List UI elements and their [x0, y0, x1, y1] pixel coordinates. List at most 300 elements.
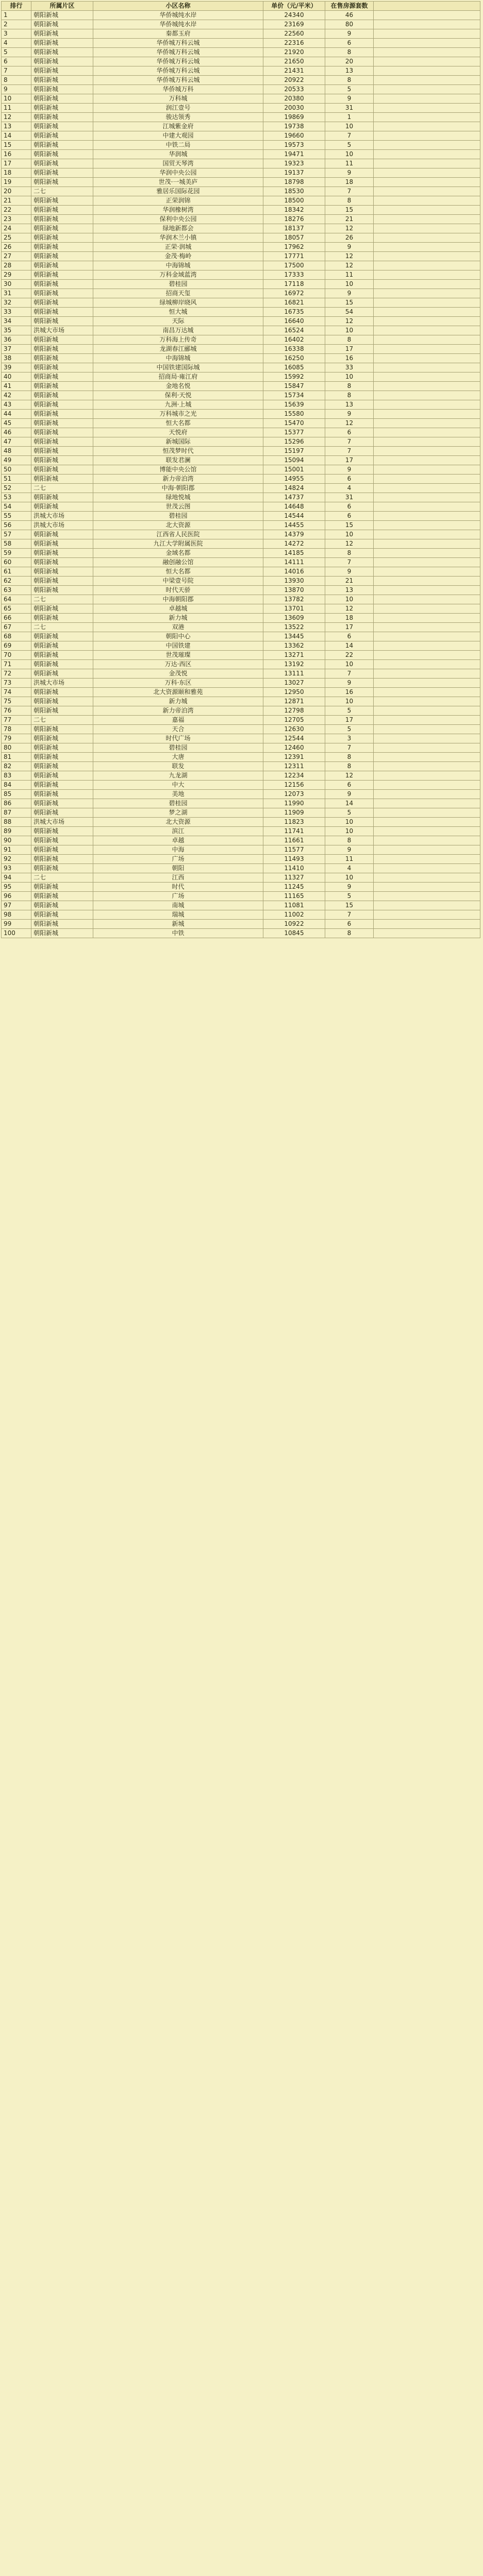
cell-price: 15470	[263, 419, 325, 428]
cell-price: 11990	[263, 799, 325, 808]
cell-price: 16821	[263, 298, 325, 308]
cell-count: 33	[325, 363, 374, 372]
cell-price: 21650	[263, 57, 325, 66]
cell-name: 时代广场	[93, 734, 263, 743]
cell-rank: 26	[2, 243, 31, 252]
cell-name: 金茂悦	[93, 669, 263, 679]
cell-district: 朝阳新城	[31, 345, 93, 354]
cell-pad	[374, 465, 480, 474]
table-row	[2, 428, 480, 437]
cell-price: 16640	[263, 317, 325, 326]
cell-district: 二七	[31, 716, 93, 725]
cell-name: 万科城	[93, 94, 263, 104]
table-row	[2, 159, 480, 168]
cell-district: 朝阳新城	[31, 233, 93, 243]
cell-district: 朝阳新城	[31, 734, 93, 743]
cell-price: 14272	[263, 539, 325, 549]
cell-name: 新力帝泊湾	[93, 706, 263, 716]
cell-price: 11410	[263, 864, 325, 873]
table-row	[2, 400, 480, 410]
cell-count: 7	[325, 743, 374, 753]
cell-count: 6	[325, 512, 374, 521]
cell-price: 15992	[263, 372, 325, 382]
cell-name: 绿地悦城	[93, 493, 263, 502]
header-pad	[374, 2, 480, 11]
cell-pad	[374, 725, 480, 734]
cell-name: 广场	[93, 855, 263, 864]
cell-price: 13192	[263, 660, 325, 669]
cell-rank: 96	[2, 892, 31, 901]
cell-price: 12544	[263, 734, 325, 743]
cell-name: 正荣润锦	[93, 196, 263, 206]
cell-rank: 33	[2, 308, 31, 317]
cell-count: 9	[325, 289, 374, 298]
cell-price: 13362	[263, 641, 325, 651]
cell-name: 华侨城万科云城	[93, 57, 263, 66]
table-row	[2, 122, 480, 131]
cell-pad	[374, 586, 480, 595]
cell-count: 10	[325, 280, 374, 289]
cell-name: 华润木兰小镇	[93, 233, 263, 243]
table-row	[2, 614, 480, 623]
cell-rank: 25	[2, 233, 31, 243]
cell-rank: 27	[2, 252, 31, 261]
cell-district: 朝阳新城	[31, 771, 93, 781]
table-row	[2, 920, 480, 929]
cell-price: 19869	[263, 113, 325, 122]
cell-pad	[374, 298, 480, 308]
table-row	[2, 326, 480, 335]
cell-price: 17333	[263, 270, 325, 280]
cell-rank: 97	[2, 901, 31, 910]
cell-district: 朝阳新城	[31, 150, 93, 159]
cell-pad	[374, 753, 480, 762]
cell-pad	[374, 836, 480, 845]
cell-rank: 22	[2, 206, 31, 215]
cell-pad	[374, 641, 480, 651]
cell-district: 朝阳新城	[31, 558, 93, 567]
cell-count: 8	[325, 549, 374, 558]
cell-pad	[374, 474, 480, 484]
table-row	[2, 456, 480, 465]
cell-price: 16735	[263, 308, 325, 317]
cell-name: 中国铁建	[93, 641, 263, 651]
cell-rank: 21	[2, 196, 31, 206]
cell-name: 招商局·雍江府	[93, 372, 263, 382]
table-row	[2, 298, 480, 308]
table-row	[2, 437, 480, 447]
cell-rank: 6	[2, 57, 31, 66]
cell-count: 17	[325, 716, 374, 725]
cell-name: 新力城	[93, 697, 263, 706]
cell-rank: 64	[2, 595, 31, 604]
cell-name: 中国铁建国际城	[93, 363, 263, 372]
cell-district: 朝阳新城	[31, 29, 93, 39]
cell-count: 8	[325, 196, 374, 206]
cell-rank: 8	[2, 76, 31, 85]
cell-count: 11	[325, 159, 374, 168]
cell-name: 北大资源颐和雅苑	[93, 688, 263, 697]
cell-pad	[374, 94, 480, 104]
cell-name: 中海·朝阳郡	[93, 484, 263, 493]
cell-count: 8	[325, 391, 374, 400]
cell-name: 南城	[93, 901, 263, 910]
table-row	[2, 474, 480, 484]
table-row	[2, 743, 480, 753]
cell-name: 恒大名都	[93, 567, 263, 577]
table-row	[2, 104, 480, 113]
cell-rank: 35	[2, 326, 31, 335]
table-row	[2, 131, 480, 141]
cell-price: 12630	[263, 725, 325, 734]
cell-name: 美地	[93, 790, 263, 799]
cell-rank: 19	[2, 178, 31, 187]
cell-pad	[374, 224, 480, 233]
cell-pad	[374, 335, 480, 345]
cell-name: 时代天骄	[93, 586, 263, 595]
cell-name: 正荣·润城	[93, 243, 263, 252]
cell-count: 8	[325, 929, 374, 938]
cell-name: 中梁壹号院	[93, 577, 263, 586]
cell-count: 7	[325, 669, 374, 679]
cell-pad	[374, 892, 480, 901]
cell-pad	[374, 280, 480, 289]
cell-rank: 87	[2, 808, 31, 818]
cell-count: 5	[325, 85, 374, 94]
cell-price: 19471	[263, 150, 325, 159]
cell-pad	[374, 660, 480, 669]
cell-district: 洪城大市场	[31, 679, 93, 688]
cell-pad	[374, 48, 480, 57]
cell-name: 大唐	[93, 753, 263, 762]
cell-name: 绿城柳岸晓风	[93, 298, 263, 308]
table-row	[2, 521, 480, 530]
cell-count: 13	[325, 586, 374, 595]
cell-rank: 54	[2, 502, 31, 512]
cell-rank: 3	[2, 29, 31, 39]
cell-rank: 90	[2, 836, 31, 845]
cell-price: 13111	[263, 669, 325, 679]
cell-district: 朝阳新城	[31, 456, 93, 465]
cell-price: 15094	[263, 456, 325, 465]
cell-count: 6	[325, 474, 374, 484]
cell-pad	[374, 39, 480, 48]
cell-name: 华侨城万科	[93, 85, 263, 94]
cell-pad	[374, 447, 480, 456]
table-header-row	[2, 2, 480, 11]
table-row	[2, 141, 480, 150]
cell-name: 九洲·上城	[93, 400, 263, 410]
cell-name: 招商天玺	[93, 289, 263, 298]
cell-rank: 71	[2, 660, 31, 669]
cell-rank: 11	[2, 104, 31, 113]
cell-price: 22316	[263, 39, 325, 48]
cell-pad	[374, 577, 480, 586]
cell-name: 天悦府	[93, 428, 263, 437]
cell-name: 世茂璀璨	[93, 651, 263, 660]
cell-price: 15639	[263, 400, 325, 410]
cell-rank: 86	[2, 799, 31, 808]
cell-price: 24340	[263, 11, 325, 20]
ranking-table	[1, 1, 480, 938]
cell-count: 54	[325, 308, 374, 317]
cell-name: 中大	[93, 781, 263, 790]
cell-count: 8	[325, 753, 374, 762]
cell-district: 朝阳新城	[31, 493, 93, 502]
cell-count: 10	[325, 122, 374, 131]
cell-name: 中海朝阳郡	[93, 595, 263, 604]
cell-pad	[374, 233, 480, 243]
cell-district: 朝阳新城	[31, 410, 93, 419]
cell-pad	[374, 781, 480, 790]
cell-count: 15	[325, 901, 374, 910]
cell-count: 7	[325, 910, 374, 920]
cell-price: 22560	[263, 29, 325, 39]
cell-count: 10	[325, 818, 374, 827]
cell-name: 天际	[93, 317, 263, 326]
table-row	[2, 864, 480, 873]
cell-count: 8	[325, 48, 374, 57]
cell-count: 10	[325, 595, 374, 604]
cell-district: 朝阳新城	[31, 122, 93, 131]
cell-pad	[374, 734, 480, 743]
cell-pad	[374, 614, 480, 623]
cell-count: 11	[325, 855, 374, 864]
cell-district: 朝阳新城	[31, 270, 93, 280]
cell-district: 朝阳新城	[31, 641, 93, 651]
cell-count: 12	[325, 224, 374, 233]
cell-count: 6	[325, 632, 374, 641]
cell-name: 碧桂园	[93, 280, 263, 289]
cell-pad	[374, 929, 480, 938]
cell-name: 北大资源	[93, 521, 263, 530]
table-row	[2, 363, 480, 372]
table-row	[2, 753, 480, 762]
table-row	[2, 465, 480, 474]
cell-price: 20380	[263, 94, 325, 104]
cell-pad	[374, 632, 480, 641]
cell-count: 12	[325, 771, 374, 781]
cell-count: 31	[325, 104, 374, 113]
cell-district: 二七	[31, 187, 93, 196]
cell-pad	[374, 604, 480, 614]
table-body	[2, 11, 480, 938]
cell-rank: 43	[2, 400, 31, 410]
cell-rank: 77	[2, 716, 31, 725]
cell-rank: 80	[2, 743, 31, 753]
cell-price: 13027	[263, 679, 325, 688]
cell-district: 朝阳新城	[31, 855, 93, 864]
cell-count: 12	[325, 317, 374, 326]
cell-count: 10	[325, 150, 374, 159]
cell-price: 20922	[263, 76, 325, 85]
cell-count: 10	[325, 697, 374, 706]
cell-rank: 76	[2, 706, 31, 716]
cell-count: 6	[325, 428, 374, 437]
table-row	[2, 623, 480, 632]
header-name: 小区名称	[93, 2, 263, 11]
cell-count: 12	[325, 539, 374, 549]
cell-price: 16250	[263, 354, 325, 363]
cell-name: 广场	[93, 892, 263, 901]
cell-district: 朝阳新城	[31, 11, 93, 20]
cell-count: 16	[325, 688, 374, 697]
cell-rank: 50	[2, 465, 31, 474]
cell-count: 21	[325, 215, 374, 224]
cell-rank: 39	[2, 363, 31, 372]
cell-district: 朝阳新城	[31, 400, 93, 410]
cell-rank: 29	[2, 270, 31, 280]
cell-rank: 57	[2, 530, 31, 539]
cell-pad	[374, 410, 480, 419]
cell-count: 12	[325, 261, 374, 270]
table-row	[2, 261, 480, 270]
table-row	[2, 818, 480, 827]
cell-district: 二七	[31, 873, 93, 883]
cell-price: 13782	[263, 595, 325, 604]
cell-count: 12	[325, 604, 374, 614]
table-row	[2, 280, 480, 289]
cell-rank: 59	[2, 549, 31, 558]
cell-name: 万达·西区	[93, 660, 263, 669]
cell-price: 11741	[263, 827, 325, 836]
cell-count: 20	[325, 57, 374, 66]
table-row	[2, 150, 480, 159]
cell-price: 13445	[263, 632, 325, 641]
cell-count: 10	[325, 326, 374, 335]
cell-name: 中海锦城	[93, 354, 263, 363]
cell-name: 万科海上传奇	[93, 335, 263, 345]
table-row	[2, 447, 480, 456]
cell-pad	[374, 679, 480, 688]
cell-price: 12460	[263, 743, 325, 753]
cell-district: 朝阳新城	[31, 354, 93, 363]
cell-rank: 63	[2, 586, 31, 595]
cell-rank: 14	[2, 131, 31, 141]
table-row	[2, 660, 480, 669]
cell-rank: 69	[2, 641, 31, 651]
cell-name: 龙湖春江郦城	[93, 345, 263, 354]
cell-rank: 32	[2, 298, 31, 308]
cell-pad	[374, 141, 480, 150]
cell-district: 朝阳新城	[31, 614, 93, 623]
table-row	[2, 502, 480, 512]
cell-pad	[374, 790, 480, 799]
cell-pad	[374, 493, 480, 502]
cell-pad	[374, 595, 480, 604]
cell-count: 8	[325, 762, 374, 771]
cell-rank: 70	[2, 651, 31, 660]
cell-rank: 52	[2, 484, 31, 493]
cell-district: 朝阳新城	[31, 697, 93, 706]
cell-price: 14955	[263, 474, 325, 484]
cell-rank: 89	[2, 827, 31, 836]
cell-pad	[374, 11, 480, 20]
table-row	[2, 669, 480, 679]
cell-count: 9	[325, 845, 374, 855]
cell-name: 九江大学附属医院	[93, 539, 263, 549]
cell-price: 13522	[263, 623, 325, 632]
table-row	[2, 530, 480, 539]
cell-name: 秦都玉府	[93, 29, 263, 39]
cell-price: 19573	[263, 141, 325, 150]
cell-rank: 55	[2, 512, 31, 521]
cell-district: 朝阳新城	[31, 85, 93, 94]
cell-pad	[374, 883, 480, 892]
cell-count: 10	[325, 873, 374, 883]
cell-name: 万科·东区	[93, 679, 263, 688]
cell-name: 世茂·一城美庐	[93, 178, 263, 187]
cell-district: 朝阳新城	[31, 808, 93, 818]
cell-count: 4	[325, 484, 374, 493]
table-row	[2, 20, 480, 29]
cell-rank: 4	[2, 39, 31, 48]
cell-rank: 75	[2, 697, 31, 706]
cell-pad	[374, 252, 480, 261]
cell-district: 朝阳新城	[31, 502, 93, 512]
cell-pad	[374, 799, 480, 808]
cell-price: 18057	[263, 233, 325, 243]
cell-district: 朝阳新城	[31, 901, 93, 910]
cell-price: 12156	[263, 781, 325, 790]
cell-district: 朝阳新城	[31, 836, 93, 845]
table-row	[2, 595, 480, 604]
table-row	[2, 697, 480, 706]
table-row	[2, 39, 480, 48]
cell-name: 江西省人民医院	[93, 530, 263, 539]
cell-rank: 85	[2, 790, 31, 799]
cell-count: 17	[325, 623, 374, 632]
cell-count: 6	[325, 781, 374, 790]
cell-count: 31	[325, 493, 374, 502]
cell-district: 朝阳新城	[31, 753, 93, 762]
cell-name: 南昌万达城	[93, 326, 263, 335]
cell-name: 双港	[93, 623, 263, 632]
cell-name: 恒大名都	[93, 419, 263, 428]
cell-name: 恒茂梦时代	[93, 447, 263, 456]
cell-pad	[374, 326, 480, 335]
table-row	[2, 577, 480, 586]
cell-pad	[374, 400, 480, 410]
cell-district: 朝阳新城	[31, 920, 93, 929]
table-row	[2, 76, 480, 85]
table-row	[2, 57, 480, 66]
cell-price: 10922	[263, 920, 325, 929]
cell-price: 19323	[263, 159, 325, 168]
cell-rank: 44	[2, 410, 31, 419]
table-row	[2, 873, 480, 883]
cell-district: 朝阳新城	[31, 539, 93, 549]
cell-name: 融创融公馆	[93, 558, 263, 567]
cell-price: 20030	[263, 104, 325, 113]
cell-count: 5	[325, 892, 374, 901]
cell-price: 11909	[263, 808, 325, 818]
cell-price: 15734	[263, 391, 325, 400]
cell-district: 朝阳新城	[31, 372, 93, 382]
table-row	[2, 113, 480, 122]
cell-price: 16972	[263, 289, 325, 298]
cell-price: 11327	[263, 873, 325, 883]
cell-rank: 95	[2, 883, 31, 892]
cell-district: 二七	[31, 595, 93, 604]
cell-district: 朝阳新城	[31, 104, 93, 113]
cell-name: 时代	[93, 883, 263, 892]
cell-rank: 67	[2, 623, 31, 632]
cell-price: 12950	[263, 688, 325, 697]
cell-count: 13	[325, 400, 374, 410]
cell-pad	[374, 76, 480, 85]
cell-rank: 88	[2, 818, 31, 827]
